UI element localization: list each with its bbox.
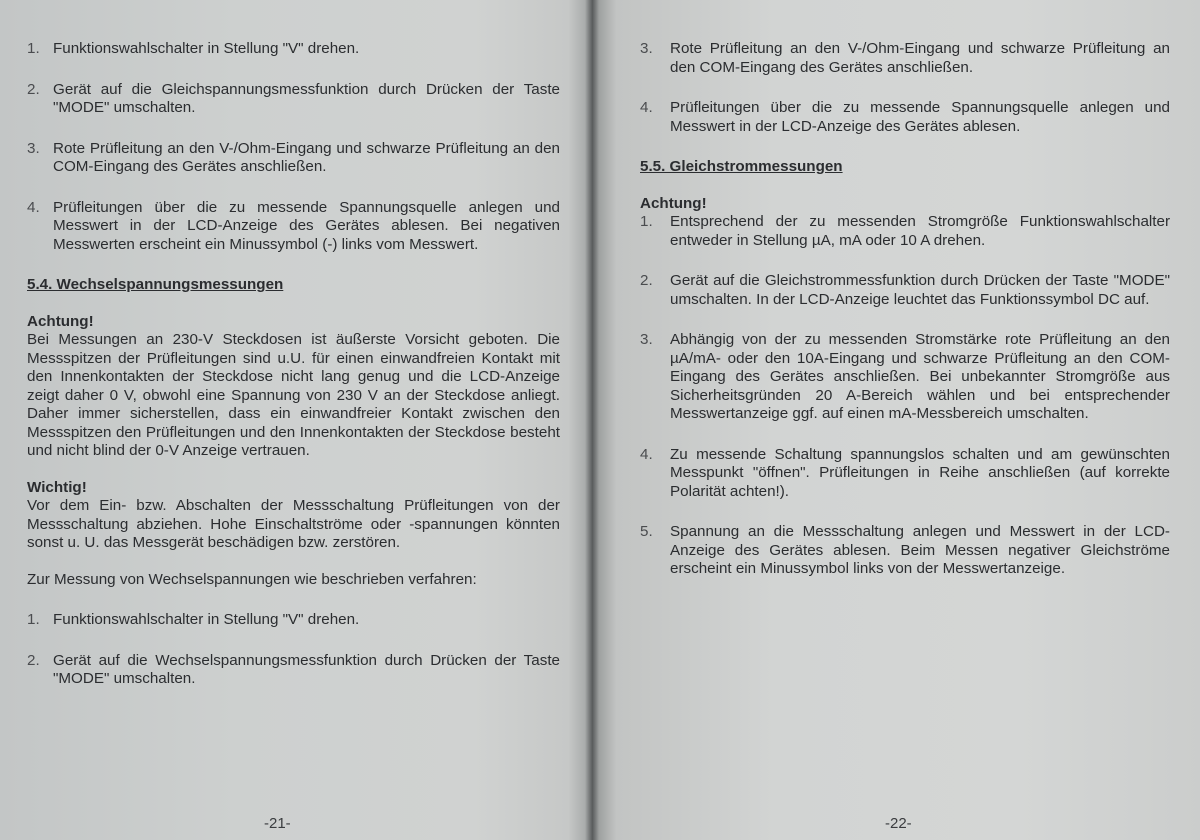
list-item (640, 272, 1170, 309)
procedure-intro: Zur Messung von Wechselspannungen wie beschrieben verfahren: (27, 570, 477, 588)
important-label: Wichtig! (27, 478, 87, 496)
list-number: 1. (27, 611, 40, 628)
list-item (27, 652, 560, 689)
list-number: 2. (27, 651, 40, 669)
list-number: 2. (640, 272, 653, 289)
important-text: Vor dem Ein- bzw. Abschalten der Messschaltung Prüfleitungen von der Messschaltung abziehen. Hohe Einschaltströme oder -spannungen könnten sonst u. U. das Messgerät beschädigen bzw. zerstören. (27, 497, 560, 551)
list-item (640, 446, 1170, 502)
warning-text: Bei Messungen an 230-V Steckdosen ist äußerste Vorsicht geboten. Die Messspitzen der Prüfleitungen sind u.U. für einen einwandfreien Kontakt mit den Innenkontakten der Steckdose nicht lang genug und die LCD-Anzeige zeigt daher 0 V, obwohl eine Spannung von 230 V an der Steckdose anliegt. Daher immer sicherstellen, dass ein einwandfreier Kontakt zwischen den Messspitzen den Prüfleitungen und den Innenkontakten der Steckdose besteht und nicht blind der 0-V Anzeige vertrauen. (27, 331, 560, 459)
list-text: Entsprechend der zu messenden Stromgröße Funktionswahlschalter entweder in Stellung µA, mA oder 10 A drehen. (670, 213, 1170, 249)
list-text: Gerät auf die Gleichspannungsmessfunktion durch Drücken der Taste "MODE" umschalten. (53, 80, 560, 116)
list-number: 4. (27, 198, 40, 216)
list-number: 2. (27, 80, 40, 98)
list-number: 3. (27, 139, 40, 157)
list-text: Gerät auf die Gleichstrommessfunktion durch Drücken der Taste "MODE" umschalten. In der LCD-Anzeige leuchtet das Funktionssymbol DC auf. (670, 272, 1170, 308)
page-number: -21- (264, 815, 291, 832)
list-text: Rote Prüfleitung an den V-/Ohm-Eingang und schwarze Prüfleitung an den COM-Eingang des Gerätes anschließen. (53, 139, 560, 175)
list-text: Gerät auf die Wechselspannungsmessfunktion durch Drücken der Taste "MODE" umschalten. (53, 651, 560, 687)
list-number: 4. (640, 445, 653, 463)
list-item (27, 81, 560, 118)
list-number: 4. (640, 99, 653, 116)
warning-label: Achtung! (27, 312, 94, 330)
list-item (640, 213, 1170, 250)
section-heading: 5.4. Wechselspannungsmessungen (27, 276, 284, 293)
list-number: 5. (640, 523, 653, 540)
left-page (0, 0, 592, 840)
right-page (592, 0, 1200, 840)
book-spine (585, 0, 599, 840)
section-heading: 5.5. Gleichstrommessungen (640, 158, 843, 175)
list-item (640, 331, 1170, 424)
list-number: 1. (640, 213, 653, 230)
right-page-content (640, 40, 1170, 601)
list-item (640, 523, 1170, 579)
list-item (27, 611, 560, 630)
list-item (640, 99, 1170, 136)
warning-label: Achtung! (640, 194, 707, 212)
page-number: -22- (885, 815, 912, 832)
list-text: Rote Prüfleitung an den V-/Ohm-Eingang und schwarze Prüfleitung an den COM-Eingang des Gerätes anschließen. (670, 40, 1170, 76)
list-text: Abhängig von der zu messenden Stromstärke rote Prüfleitung an den µA/mA- oder den 10A-Eingang und schwarze Prüfleitung an den COM-Eingang des Gerätes anschließen. Bei unbekannter Stromgröße aus Sicherheitsgründen 20 A-Bereich wählen und bei entsprechender Messwertanzeige ggf. auf einen mA-Messbereich umschalten. (670, 331, 1170, 422)
list-text: Spannung an die Messschaltung anlegen und Messwert in der LCD-Anzeige des Gerätes ablesen. Beim Messen negativer Gleichströme erscheint ein Minussymbol links von der Messwertanzeige. (670, 523, 1170, 577)
list-item (27, 140, 560, 177)
left-page-content (27, 40, 560, 711)
list-text: Prüfleitungen über die zu messende Spannungsquelle anlegen und Messwert in der LCD-Anzeige des Gerätes ablesen. (670, 99, 1170, 135)
list-text: Funktionswahlschalter in Stellung "V" drehen. (53, 40, 360, 57)
list-text: Zu messende Schaltung spannungslos schalten und am gewünschten Messpunkt "öffnen". Prüfleitungen in Reihe anschließen (auf korrekte Polarität achten!). (670, 445, 1170, 500)
list-number: 3. (640, 40, 653, 57)
list-text: Funktionswahlschalter in Stellung "V" drehen. (53, 611, 360, 628)
list-number: 3. (640, 331, 653, 348)
list-item (27, 199, 560, 255)
list-item (640, 40, 1170, 77)
list-number: 1. (27, 40, 40, 57)
list-item (27, 40, 560, 59)
list-text: Prüfleitungen über die zu messende Spannungsquelle anlegen und Messwert in der LCD-Anzeige des Gerätes ablesen. Bei negativen Messwerten erscheint ein Minussymbol (-) links vom Messwert. (53, 198, 560, 253)
